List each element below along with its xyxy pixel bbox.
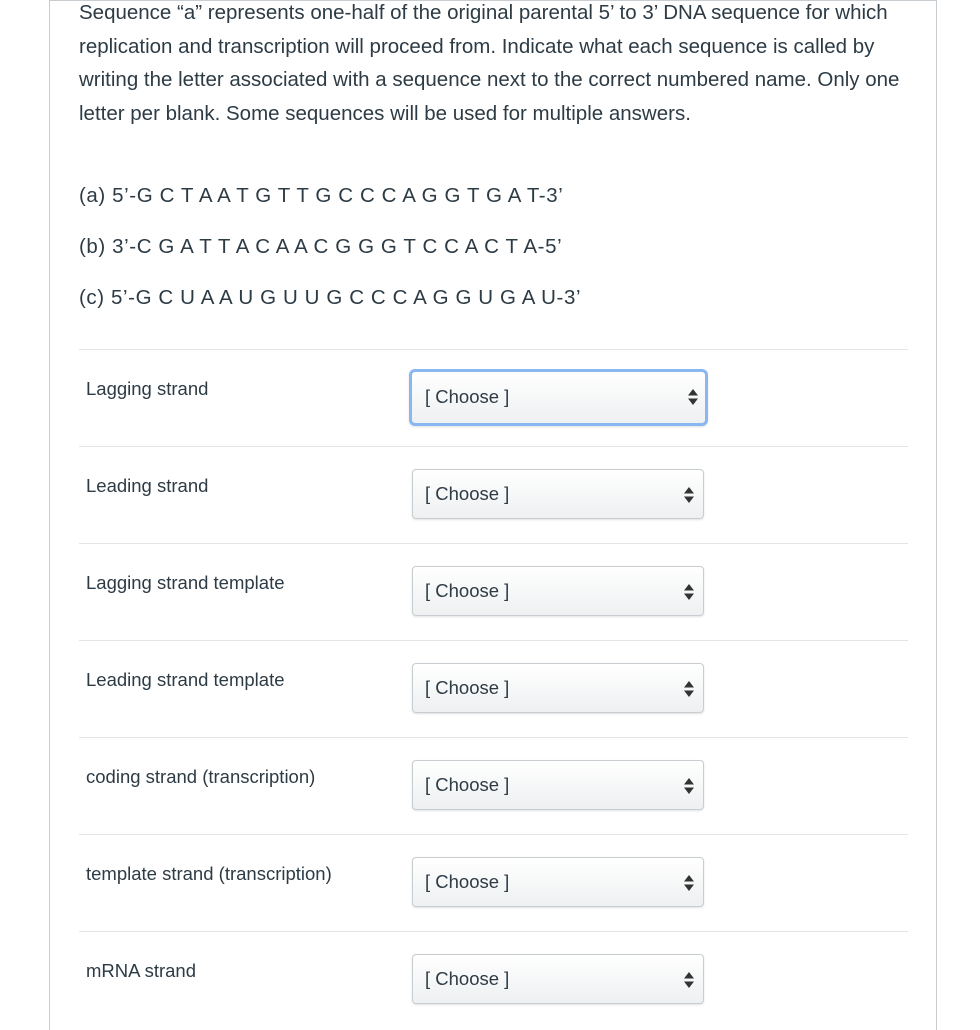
sequence-c: (c) 5’-G C U A A U G U U G C C C A G G U G A U-3’ (79, 286, 582, 309)
answer-label: coding strand (transcription) (86, 766, 316, 787)
answer-row-mrna-strand (79, 931, 908, 1028)
answer-row-coding-strand (79, 737, 908, 834)
up-down-caret-icon (684, 778, 694, 794)
answer-select-leading-strand-template[interactable] (412, 663, 704, 713)
up-down-caret-icon (684, 681, 694, 697)
answer-label: Lagging strand (86, 378, 209, 399)
answer-label: Lagging strand template (86, 572, 285, 593)
answer-select-template-strand[interactable] (412, 857, 704, 907)
answer-row-lagging-strand (79, 349, 908, 446)
answer-label: template strand (transcription) (86, 863, 332, 884)
answer-select-lagging-strand-template[interactable] (412, 566, 704, 616)
up-down-caret-icon (684, 487, 694, 503)
answer-label: mRNA strand (86, 960, 197, 981)
answer-select-mrna-strand[interactable] (412, 954, 704, 1004)
select-value: [ Choose ] (425, 580, 510, 601)
select-value: [ Choose ] (425, 386, 510, 407)
select-value: [ Choose ] (425, 968, 510, 989)
answer-select-coding-strand[interactable] (412, 760, 704, 810)
answer-row-template-strand (79, 834, 908, 931)
up-down-caret-icon (684, 875, 694, 891)
select-value: [ Choose ] (425, 483, 510, 504)
select-value: [ Choose ] (425, 677, 510, 698)
answer-row-leading-strand-template (79, 640, 908, 737)
select-value: [ Choose ] (425, 871, 510, 892)
answer-label: Leading strand (86, 475, 209, 496)
question-text: Sequence “a” represents one-half of the original parental 5’ to 3’ DNA sequence for which replication and transcription will proceed from. Indicate what each sequence is called by writing the letter associated with a sequence next to the correct numbered name. Only one letter per blank. Some sequences will be used for multiple answers. (79, 1, 900, 125)
answer-row-lagging-strand-template (79, 543, 908, 640)
answer-select-lagging-strand[interactable] (409, 369, 708, 426)
sequence-a: (a) 5’-G C T A A T G T T G C C C A G G T G A T-3’ (79, 184, 564, 207)
up-down-caret-icon (684, 972, 694, 988)
answer-label: Leading strand template (86, 669, 285, 690)
answer-select-leading-strand[interactable] (412, 469, 704, 519)
select-value: [ Choose ] (425, 774, 510, 795)
sequence-b: (b) 3’-C G A T T A C A A C G G G T C C A C T A-5’ (79, 235, 563, 258)
up-down-caret-icon (684, 584, 694, 600)
answer-row-leading-strand (79, 446, 908, 543)
up-down-caret-icon (688, 389, 698, 405)
answer-list (79, 349, 908, 1028)
